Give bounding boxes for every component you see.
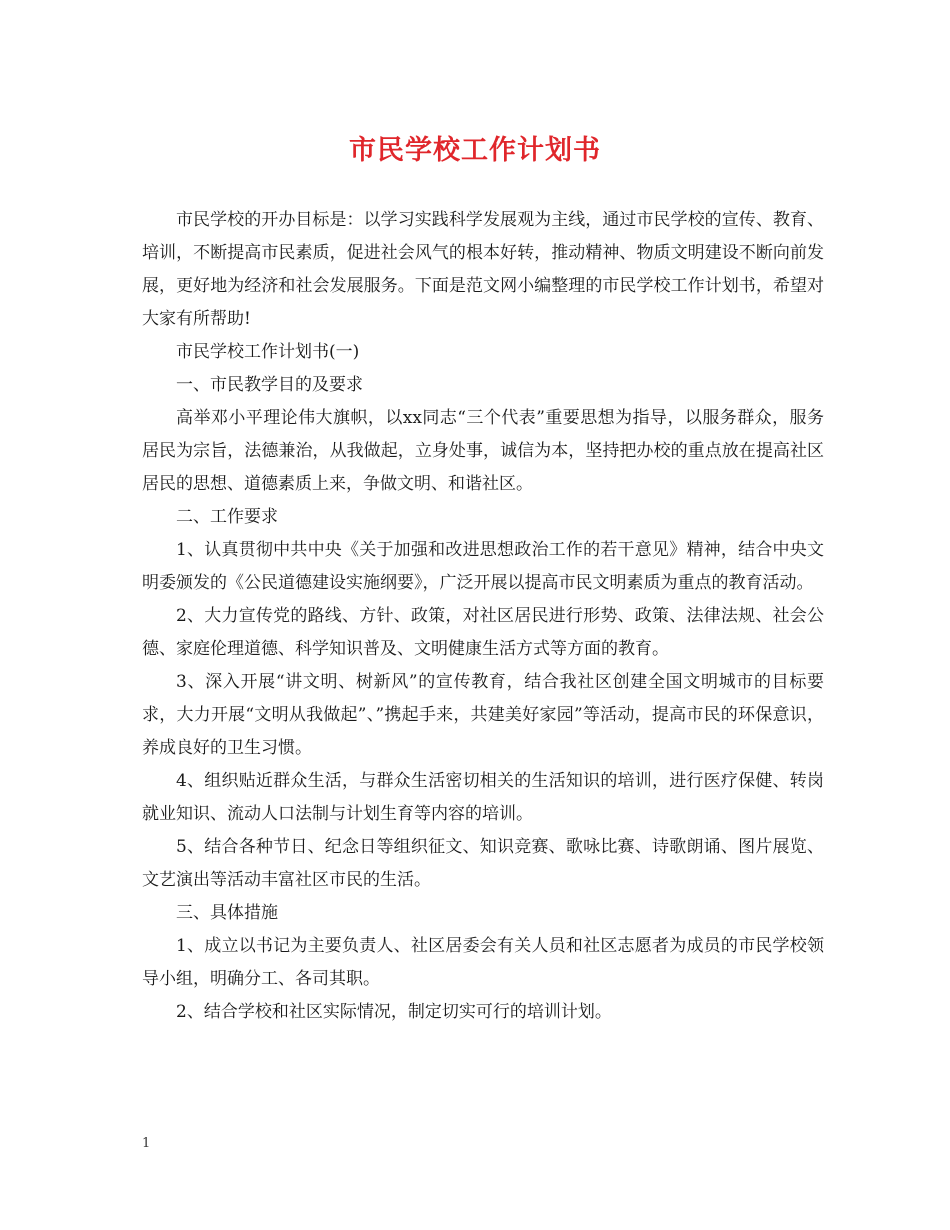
- objectives-paragraph: 高举邓小平理论伟大旗帜，以xx同志“三个代表”重要思想为指导，以服务群众，服务居民为宗旨，法德兼治，从我做起，立身处事，诚信为本，坚持把办校的重点放在提高社区居民的思想、道德素质上来，争做文明、和谐社区。: [142, 408, 824, 494]
- section-heading-plan-one: 市民学校工作计划书(一): [176, 342, 360, 362]
- requirement-item-1: 1、认真贯彻中共中央《关于加强和改进思想政治工作的若干意见》精神，结合中央文明委颁发的《公民道德建设实施纲要》，广泛开展以提高市民文明素质为重点的教育活动。: [142, 540, 824, 593]
- requirement-item-5: 5、结合各种节日、纪念日等组织征文、知识竞赛、歌咏比赛、诗歌朗诵、图片展览、文艺演出等活动丰富社区市民的生活。: [142, 837, 824, 890]
- document-body: [142, 204, 824, 1029]
- section-heading-objectives: 一、市民教学目的及要求: [176, 375, 363, 395]
- requirement-item-2: 2、大力宣传党的路线、方针、政策，对社区居民进行形势、政策、法律法规、社会公德、家庭伦理道德、科学知识普及、文明健康生活方式等方面的教育。: [142, 606, 824, 659]
- measure-item-1: 1、成立以书记为主要负责人、社区居委会有关人员和社区志愿者为成员的市民学校领导小组，明确分工、各司其职。: [142, 936, 824, 989]
- page-number: 1: [142, 1136, 151, 1151]
- requirement-item-4: 4、组织贴近群众生活，与群众生活密切相关的生活知识的培训，进行医疗保健、转岗就业知识、流动人口法制与计划生育等内容的培训。: [142, 771, 824, 824]
- section-heading-measures: 三、具体措施: [176, 903, 278, 923]
- section-heading-requirements: 二、工作要求: [176, 507, 278, 527]
- requirement-item-3: 3、深入开展“讲文明、树新风”的宣传教育，结合我社区创建全国文明城市的目标要求，大力开展“文明从我做起”、”携起手来，共建美好家园”等活动，提高市民的环保意识，养成良好的卫生习惯。: [142, 672, 824, 758]
- intro-paragraph: 市民学校的开办目标是：以学习实践科学发展观为主线，通过市民学校的宣传、教育、培训，不断提高市民素质，促进社会风气的根本好转，推动精神、物质文明建设不断向前发展，更好地为经济和社会发展服务。下面是范文网小编整理的市民学校工作计划书，希望对大家有所帮助!: [142, 210, 824, 329]
- measure-item-2: 2、结合学校和社区实际情况，制定切实可行的培训计划。: [176, 1002, 612, 1022]
- document-title: 市民学校工作计划书: [349, 135, 601, 166]
